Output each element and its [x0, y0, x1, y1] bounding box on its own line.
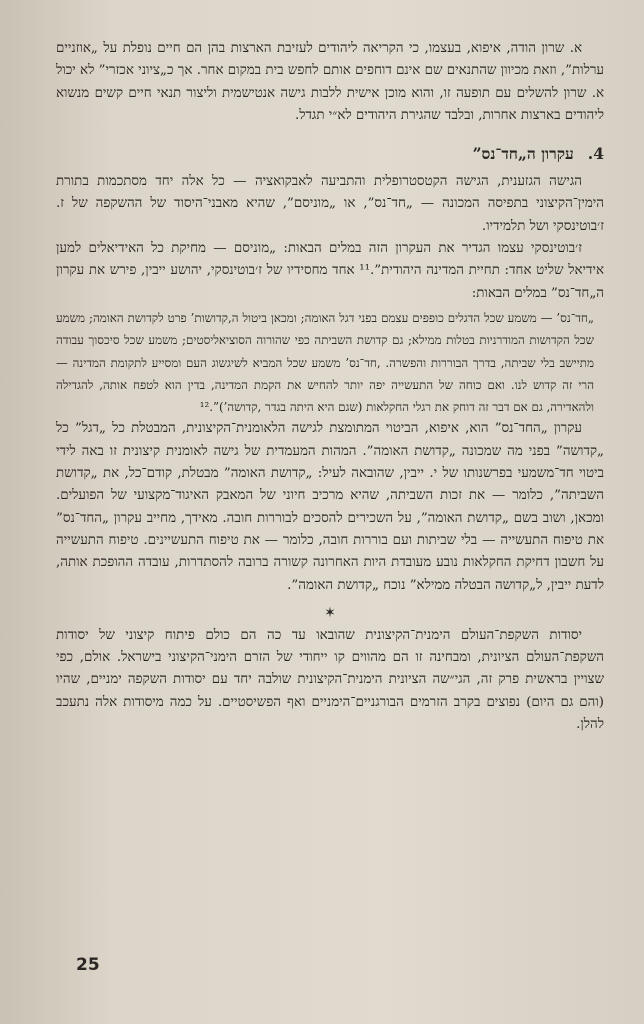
paragraph-2: הגישה הגזענית, הגישה הקטסטרופלית והתביעה לאבקואציה — כל אלה יחד מסתכמות בתורת הימין־הקיצוני בתפיסה המכונה — „חד־נס”, או „מוניסם”, שהיא מאבני־היסוד של ההשקפה של ז. ז׳בוטינסקי ושל תלמידיו.: [56, 174, 604, 234]
paragraph-3: ז׳בוטינסקי עצמו הגדיר את העקרון הזה במלים הבאות: „מוניסם — מחיקת כל האידיאלים למען אידיאל שליט אחד: תחיית המדינה היהודית”.¹¹ אחד מחסידיו של ז׳בוטינסקי, יהושע ייבין, פירש את עקרון ה„חד־נס” במלים הבאות:: [56, 241, 604, 301]
page-content: [56, 38, 604, 736]
paragraph-1: א. שרון הודה, איפוא, בעצמו, כי הקריאה ליהודים לעזיבת הארצות בהן הם חיים נופלת על „אוזניים ערלות”, וזאת מכיוון שהתנאים שם אינם דוחפים אותם לחפש בית במקום אחר. אך כ„ציוני אכזרי” לא יכול א. שרון להשלים עם תופעה זו, והוא מוכן אישית ללבות גישה אנטישמית וליצור תנאי חיים קשים מנשוא ליהודים בארצות אחרות, ובלבד שהגירת היהודים לא״י תגדל.: [56, 41, 604, 123]
section-title: עקרון ה„חד־נס”: [472, 144, 574, 164]
block-quote: „חד־נס’ — משמע שכל הדגלים כופפים עצמם בפני דגל האומה; ומכאן ביטול ה,קדושות’ פרט לקדושת האומה; משמע שכל הקדושות המודרניות בטלות ממילא; גם קדושת השביתה כפי שהורוה הסוציאליסטים; משמע שכל סיכסוך עבודה מתיישב בלי שביתה, בדרך הבוררות והפשרה. ,חד־נס’ משמע שכל המביא לשיגשוג העם ומסייע לתקומת המדינה — הרי זה קדוש לנו. ואם כוחה של התעשייה יפה יותר להחיש את הקמת המדינה, בדין הוא לטפח אותה, להגדילה ולהאדירה, גם אם דבר זה דוחק את רגלי החקלאות (שגם היא היתה בגדר ,קדושה’)”.¹²: [56, 310, 594, 415]
page-number: 25: [76, 955, 100, 975]
section-heading: [56, 143, 604, 165]
section-separator-icon: ✶: [324, 604, 336, 621]
paragraph-5: יסודות השקפת־העולם הימנית־הקיצונית שהובאו עד כה הם כולם פיתוח קיצוני של יסודות השקפת־העולם הציונית, ומבחינה זו הם מהווים קו ייחודי של הזרם הימני־הקיצוני בישראל. אולם, כפי שצויין בראשית פרק זה, הגי״שה הציונית הימנית־הקיצונית שולבה יחד עם יסודות השקפה ימניים, שהיו (והם גם היום) נפוצים בקרב הזרמים הבורגניים־הימניים ואף הפשיסטיים. על כמה מיסודות אלה נתעכב להלן.: [56, 627, 604, 733]
section-number: 4.: [587, 144, 604, 164]
paragraph-4: עקרון „החד־נס” הוא, איפוא, הביטוי המתומצת לגישה הלאומנית־הקיצונית, המבטלת כל „דגל” כל „קדושה” בפני מה שמכונה „קדושת האומה”. המהות המעמדית של גישה לאומנית קיצונית זו באה לידי ביטוי חד־משמעי בפרשנותו של י. ייבין, שהובאה לעיל: „קדושת האומה” מבטלת, קודם־כל, את „קדושת השביתה”, כלומר — את זכות השביתה, שהיא מרכיב חיוני של המאבק האיגוד־מקצועי של הפועלים. ומכאן, ושוב בשם „קדושת האומה”, על השכירים להסכים לבוררות חובה. מאידך, מחייב עקרון „החד־נס” את טיפוח התעשייה — בלי שביתות ועם בוררות חובה, כלומר — את טיפוח התעשיינים. טיפוח התעשייה על חשבון דחיקת החקלאות נובע מעובדת היות האחרונה קשורה ברובה להסתדרות, עובדה ההופכת אותה, לדעת ייבין, ל„קדושה הבטלה ממילא” נוכח „קדושת האומה”.: [56, 421, 604, 593]
